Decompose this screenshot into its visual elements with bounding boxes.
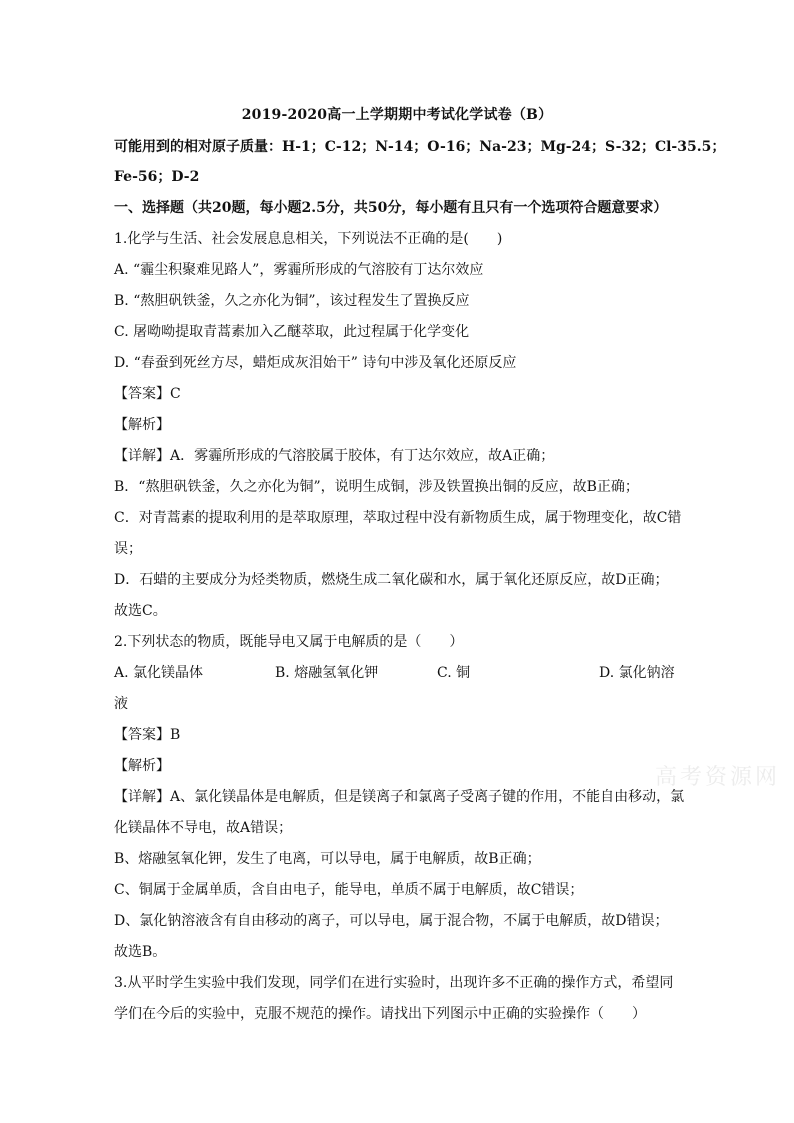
q2-detail-2: 化镁晶体不导电，故A错误； xyxy=(114,820,293,836)
q1-option-a: A. “霾尘积聚难见路人”，雾霾所形成的气溶胶有丁达尔效应 xyxy=(114,262,484,278)
q2-option-a: A. 氯化镁晶体 xyxy=(114,665,204,681)
q1-detail-4: 误； xyxy=(114,541,142,557)
q1-detail-5: D．石蜡的主要成分为烃类物质，燃烧生成二氧化碳和水，属于氧化还原反应，故D正确； xyxy=(114,572,669,588)
q1-analysis-label: 【解析】 xyxy=(114,417,170,433)
q1-detail-1: 【详解】A．雾霾所形成的气溶胶属于胶体，有丁达尔效应，故A正确； xyxy=(114,448,555,464)
q2-analysis-label: 【解析】 xyxy=(114,758,170,774)
q2-option-b: B. 熔融氢氧化钾 xyxy=(275,665,379,681)
q2-option-c: C. 铜 xyxy=(437,665,471,681)
q1-conclusion: 故选C。 xyxy=(114,603,167,619)
atomic-mass-line-1: 可能用到的相对原子质量：H-1；C-12；N-14；O-16；Na-23；Mg-24；S-32；Cl-35.5； xyxy=(114,139,726,155)
q3-stem-line-1: 3.从平时学生实验中我们发现，同学们在进行实验时，出现许多不正确的操作方式，希望同 xyxy=(114,975,674,991)
q2-answer: 【答案】B xyxy=(114,727,181,743)
section-heading: 一、选择题（共20题，每小题2.5分，共50分，每小题有且只有一个选项符合题意要求） xyxy=(114,200,668,216)
q2-detail-4: C、铜属于金属单质，含自由电子，能导电，单质不属于电解质，故C错误； xyxy=(114,882,584,898)
q2-detail-1: 【详解】A、氯化镁晶体是电解质，但是镁离子和氯离子受离子键的作用，不能自由移动，氯 xyxy=(114,789,685,805)
atomic-mass-line-2: Fe-56；D-2 xyxy=(114,169,200,185)
watermark: 高考资源网 xyxy=(655,765,781,790)
q2-detail-3: B、熔融氢氧化钾，发生了电离，可以导电，属于电解质，故B正确； xyxy=(114,851,541,867)
q2-stem: 2.下列状态的物质，既能导电又属于电解质的是（ ） xyxy=(114,634,464,650)
q2-option-d-continued: 液 xyxy=(114,696,128,712)
q2-conclusion: 故选B。 xyxy=(114,944,167,960)
q1-detail-3: C．对青蒿素的提取利用的是萃取原理，萃取过程中没有新物质生成，属于物理变化，故C错 xyxy=(114,510,682,526)
q1-option-b: B. “熬胆矾铁釜，久之亦化为铜”，该过程发生了置换反应 xyxy=(114,293,470,309)
q1-detail-2: B．“熬胆矾铁釜，久之亦化为铜”，说明生成铜，涉及铁置换出铜的反应，故B正确； xyxy=(114,479,639,495)
q3-stem-line-2: 学们在今后的实验中，克服不规范的操作。请找出下列图示中正确的实验操作（ ） xyxy=(114,1006,646,1022)
q1-option-c: C. 屠呦呦提取青蒿素加入乙醚萃取，此过程属于化学变化 xyxy=(114,324,470,340)
q1-answer: 【答案】C xyxy=(114,386,181,402)
q2-option-d: D. 氯化钠溶 xyxy=(599,665,675,681)
q1-option-d: D. “春蚕到死丝方尽，蜡炬成灰泪始干” 诗句中涉及氧化还原反应 xyxy=(114,355,517,371)
exam-title: 2019-2020高一上学期期中考试化学试卷（B） xyxy=(241,107,553,123)
q2-detail-5: D、氯化钠溶液含有自由移动的离子，可以导电，属于混合物，不属于电解质，故D错误； xyxy=(114,913,669,929)
q1-stem: 1.化学与生活、社会发展息息相关，下列说法不正确的是( ) xyxy=(114,231,503,247)
